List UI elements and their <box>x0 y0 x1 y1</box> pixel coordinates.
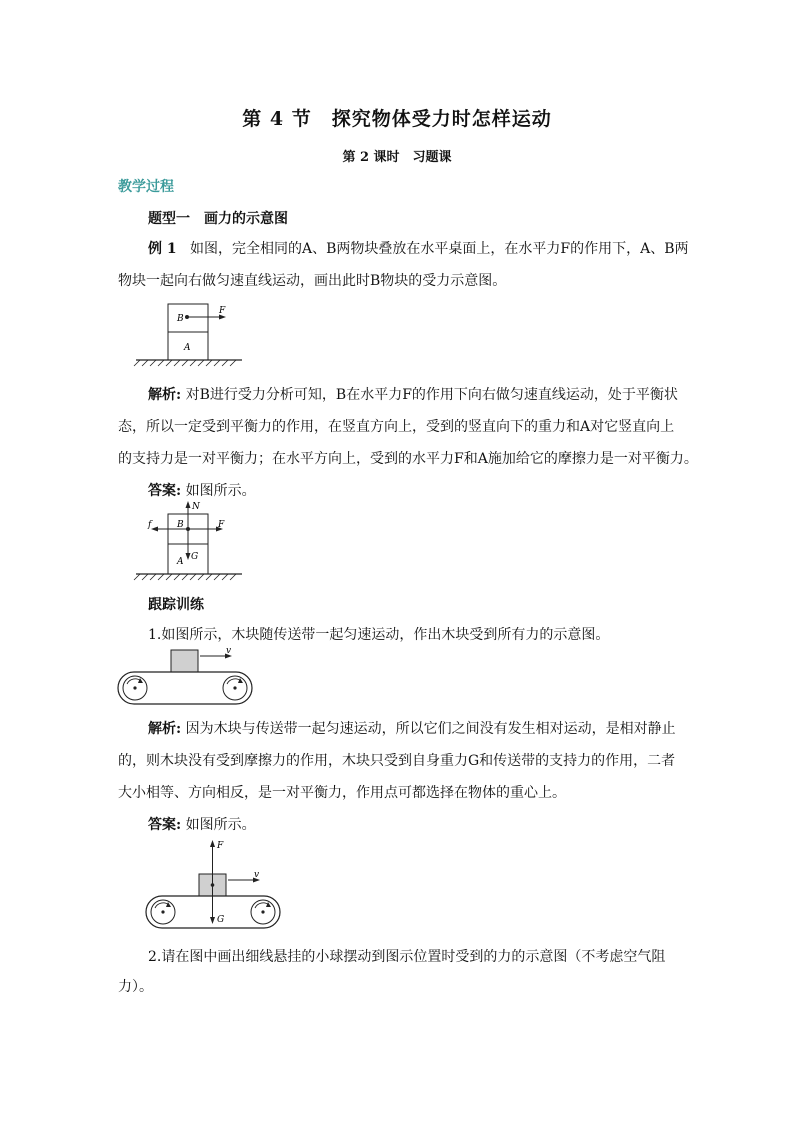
analysis-1-line1 <box>148 384 678 404</box>
analysis-2-line1 <box>148 718 676 738</box>
analysis-2-text-line3: 大小相等、方向相反，是一对平衡力，作用点可都选择在物体的重心上。 <box>118 785 566 801</box>
label-b: B <box>177 520 184 530</box>
example-label: 例 1 <box>148 241 177 257</box>
answer-1-text: 如图所示。 <box>185 483 256 499</box>
example-1-text-line2: 物块一起向右做匀速直线运动，画出此时B物块的受力示意图。 <box>118 273 507 289</box>
analysis-2-text-line1: 因为木块与传送带一起匀速运动，所以它们之间没有发生相对运动，是相对静止 <box>185 721 676 737</box>
ground-hatch <box>134 574 236 580</box>
analysis-1-text-line3: 的支持力是一对平衡力；在水平方向上，受到的水平力F和A施加给它的摩擦力是一对平衡力。 <box>118 451 698 467</box>
item-2-line1: 2.请在图中画出细线悬挂的小球摆动到图示位置时受到的力的示意图（不考虑空气阻 <box>148 949 666 965</box>
label-a: A <box>177 557 184 567</box>
analysis-label: 解析: <box>148 387 182 403</box>
analysis-2-text-line2: 的，则木块没有受到摩擦力的作用，木块只受到自身重力G和传送带的支持力的作用，二者 <box>118 753 676 769</box>
label-n: N <box>192 502 200 512</box>
q1-heading: 题型一 画力的示意图 <box>148 211 288 227</box>
label-f: F <box>219 306 226 316</box>
label-g: G <box>191 552 199 562</box>
force-diagram-b-figure <box>130 498 250 582</box>
label-b: B <box>177 314 184 324</box>
label-friction: f <box>148 520 152 530</box>
label-v: v <box>226 646 232 656</box>
analysis-label: 解析: <box>148 721 182 737</box>
section-label: 教学过程 <box>118 179 174 195</box>
example-1-line1 <box>148 238 689 258</box>
answer-label: 答案: <box>148 817 182 833</box>
example-1-text-line1: 如图，完全相同的A、B两物块叠放在水平桌面上，在水平力F的作用下，A、B两 <box>189 241 689 257</box>
answer-label: 答案: <box>148 483 182 499</box>
follow-item-1: 1.如图所示，木块随传送带一起匀速运动，作出木块受到所有力的示意图。 <box>148 627 610 643</box>
analysis-1-text-line2: 态，所以一定受到平衡力的作用，在竖直方向上，受到的竖直向下的重力和A对它竖直向上 <box>118 419 675 435</box>
label-v: v <box>254 870 260 880</box>
page-title: 第 4 节 探究物体受力时怎样运动 <box>242 108 552 130</box>
item-2-line2: 力）。 <box>118 979 153 995</box>
answer-1 <box>148 480 256 500</box>
analysis-1-text-line1: 对B进行受力分析可知，B在水平力F的作用下向右做匀速直线运动，处于平衡状 <box>185 387 678 403</box>
answer-2 <box>148 814 256 834</box>
stacked-blocks-figure <box>130 296 250 368</box>
label-f: F <box>218 520 225 530</box>
label-a: A <box>184 343 191 353</box>
conveyor-forces-figure <box>144 836 284 936</box>
label-f: F <box>217 841 224 851</box>
answer-2-text: 如图所示。 <box>185 817 256 833</box>
follow-heading: 跟踪训练 <box>148 597 204 613</box>
page-subtitle: 第 2 课时 习题课 <box>342 150 452 165</box>
label-g: G <box>217 915 225 925</box>
wooden-block <box>171 650 198 672</box>
ground-hatch <box>134 360 236 366</box>
conveyor-belt-figure <box>116 646 256 708</box>
